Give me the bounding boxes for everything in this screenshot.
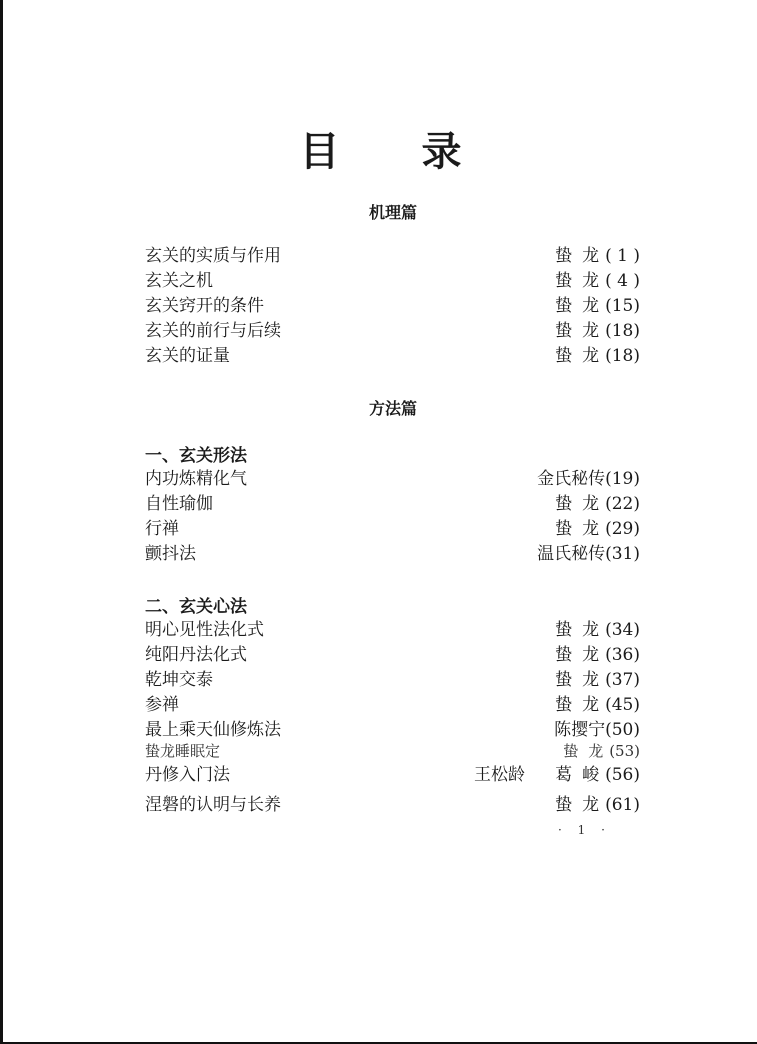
entry-author: 蛰龙 bbox=[555, 321, 610, 341]
entry-author: 蛰龙 bbox=[555, 795, 610, 815]
toc-entry bbox=[145, 319, 640, 343]
entry-title: 玄关窍开的条件 bbox=[145, 296, 264, 316]
entry-author: 蛰龙 bbox=[555, 695, 610, 715]
entry-page: (34) bbox=[605, 620, 640, 640]
entry-title: 涅磐的认明与长养 bbox=[145, 795, 281, 815]
toc-entry bbox=[145, 542, 640, 566]
entry-page: (56) bbox=[605, 765, 640, 785]
entry-author: 蛰龙 bbox=[555, 519, 610, 539]
toc-entry bbox=[145, 718, 640, 742]
toc-entry bbox=[145, 793, 640, 817]
toc-entry bbox=[145, 643, 640, 667]
toc-entry bbox=[145, 763, 640, 787]
toc-entry bbox=[145, 244, 640, 268]
entry-page: (61) bbox=[605, 795, 640, 815]
entry-page: (36) bbox=[605, 645, 640, 665]
group-heading-form-method: 一、玄关形法 bbox=[145, 446, 247, 466]
entry-page: ( 4 ) bbox=[605, 271, 640, 291]
title-char-left: 目 bbox=[299, 128, 342, 175]
entry-author: 蛰龙 bbox=[555, 246, 610, 266]
entry-title: 乾坤交泰 bbox=[145, 670, 213, 690]
entry-title: 参禅 bbox=[145, 695, 179, 715]
section-heading-method: 方法篇 bbox=[368, 399, 417, 418]
entry-author: 金氏秘传 bbox=[537, 469, 606, 489]
title-char-right: 录 bbox=[421, 128, 464, 175]
entry-author: 蛰龙 bbox=[555, 670, 610, 690]
entry-page: (19) bbox=[605, 469, 640, 489]
toc-entry bbox=[145, 269, 640, 293]
entry-title: 纯阳丹法化式 bbox=[145, 645, 247, 665]
entry-page: (18) bbox=[605, 321, 640, 341]
toc-entry bbox=[145, 517, 640, 541]
entry-title: 丹修入门法 bbox=[145, 765, 230, 785]
entry-author: 蛰龙 bbox=[563, 742, 614, 760]
section-heading-mechanism: 机理篇 bbox=[368, 203, 417, 222]
entry-title: 玄关之机 bbox=[145, 271, 213, 291]
entry-co-author: 王松龄 bbox=[474, 765, 525, 785]
toc-entry bbox=[145, 668, 640, 692]
toc-entry bbox=[145, 742, 640, 760]
entry-author: 蛰龙 bbox=[555, 620, 610, 640]
entry-page: (50) bbox=[605, 720, 640, 740]
entry-title: 颤抖法 bbox=[145, 544, 196, 564]
entry-page: (31) bbox=[605, 544, 640, 564]
entry-author: 蛰龙 bbox=[555, 494, 610, 514]
toc-entry bbox=[145, 693, 640, 717]
group-heading-mind-method: 二、玄关心法 bbox=[145, 597, 247, 617]
entry-page: (22) bbox=[605, 494, 640, 514]
page-number: · 1 · bbox=[558, 823, 611, 837]
entry-author: 蛰龙 bbox=[555, 271, 610, 291]
entry-page: ( 1 ) bbox=[605, 246, 640, 266]
entry-author: 温氏秘传 bbox=[537, 544, 606, 564]
entry-title: 玄关的前行与后续 bbox=[145, 321, 281, 341]
toc-entry bbox=[145, 344, 640, 368]
toc-entry bbox=[145, 492, 640, 516]
entry-title: 行禅 bbox=[145, 519, 179, 539]
toc-entry bbox=[145, 294, 640, 318]
entry-page: (15) bbox=[605, 296, 640, 316]
entry-title: 明心见性法化式 bbox=[145, 620, 264, 640]
entry-page: (53) bbox=[609, 742, 640, 760]
entry-title: 自性瑜伽 bbox=[145, 494, 213, 514]
page-title bbox=[3, 120, 757, 177]
entry-page: (29) bbox=[605, 519, 640, 539]
entry-title: 玄关的实质与作用 bbox=[145, 246, 281, 266]
toc-entry bbox=[145, 618, 640, 642]
entry-title: 内功炼精化气 bbox=[145, 469, 247, 489]
entry-title: 最上乘天仙修炼法 bbox=[145, 720, 281, 740]
entry-page: (37) bbox=[605, 670, 640, 690]
entry-title: 玄关的证量 bbox=[145, 346, 230, 366]
entry-page: (45) bbox=[605, 695, 640, 715]
entry-author: 蛰龙 bbox=[555, 296, 610, 316]
entry-author: 蛰龙 bbox=[555, 645, 610, 665]
entry-author: 蛰龙 bbox=[555, 346, 610, 366]
toc-entry bbox=[145, 467, 640, 491]
entry-author: 陈撄宁 bbox=[554, 720, 606, 740]
entry-page: (18) bbox=[605, 346, 640, 366]
entry-title: 蛰龙睡眠定 bbox=[145, 742, 221, 760]
entry-author: 葛峻 bbox=[555, 765, 610, 785]
